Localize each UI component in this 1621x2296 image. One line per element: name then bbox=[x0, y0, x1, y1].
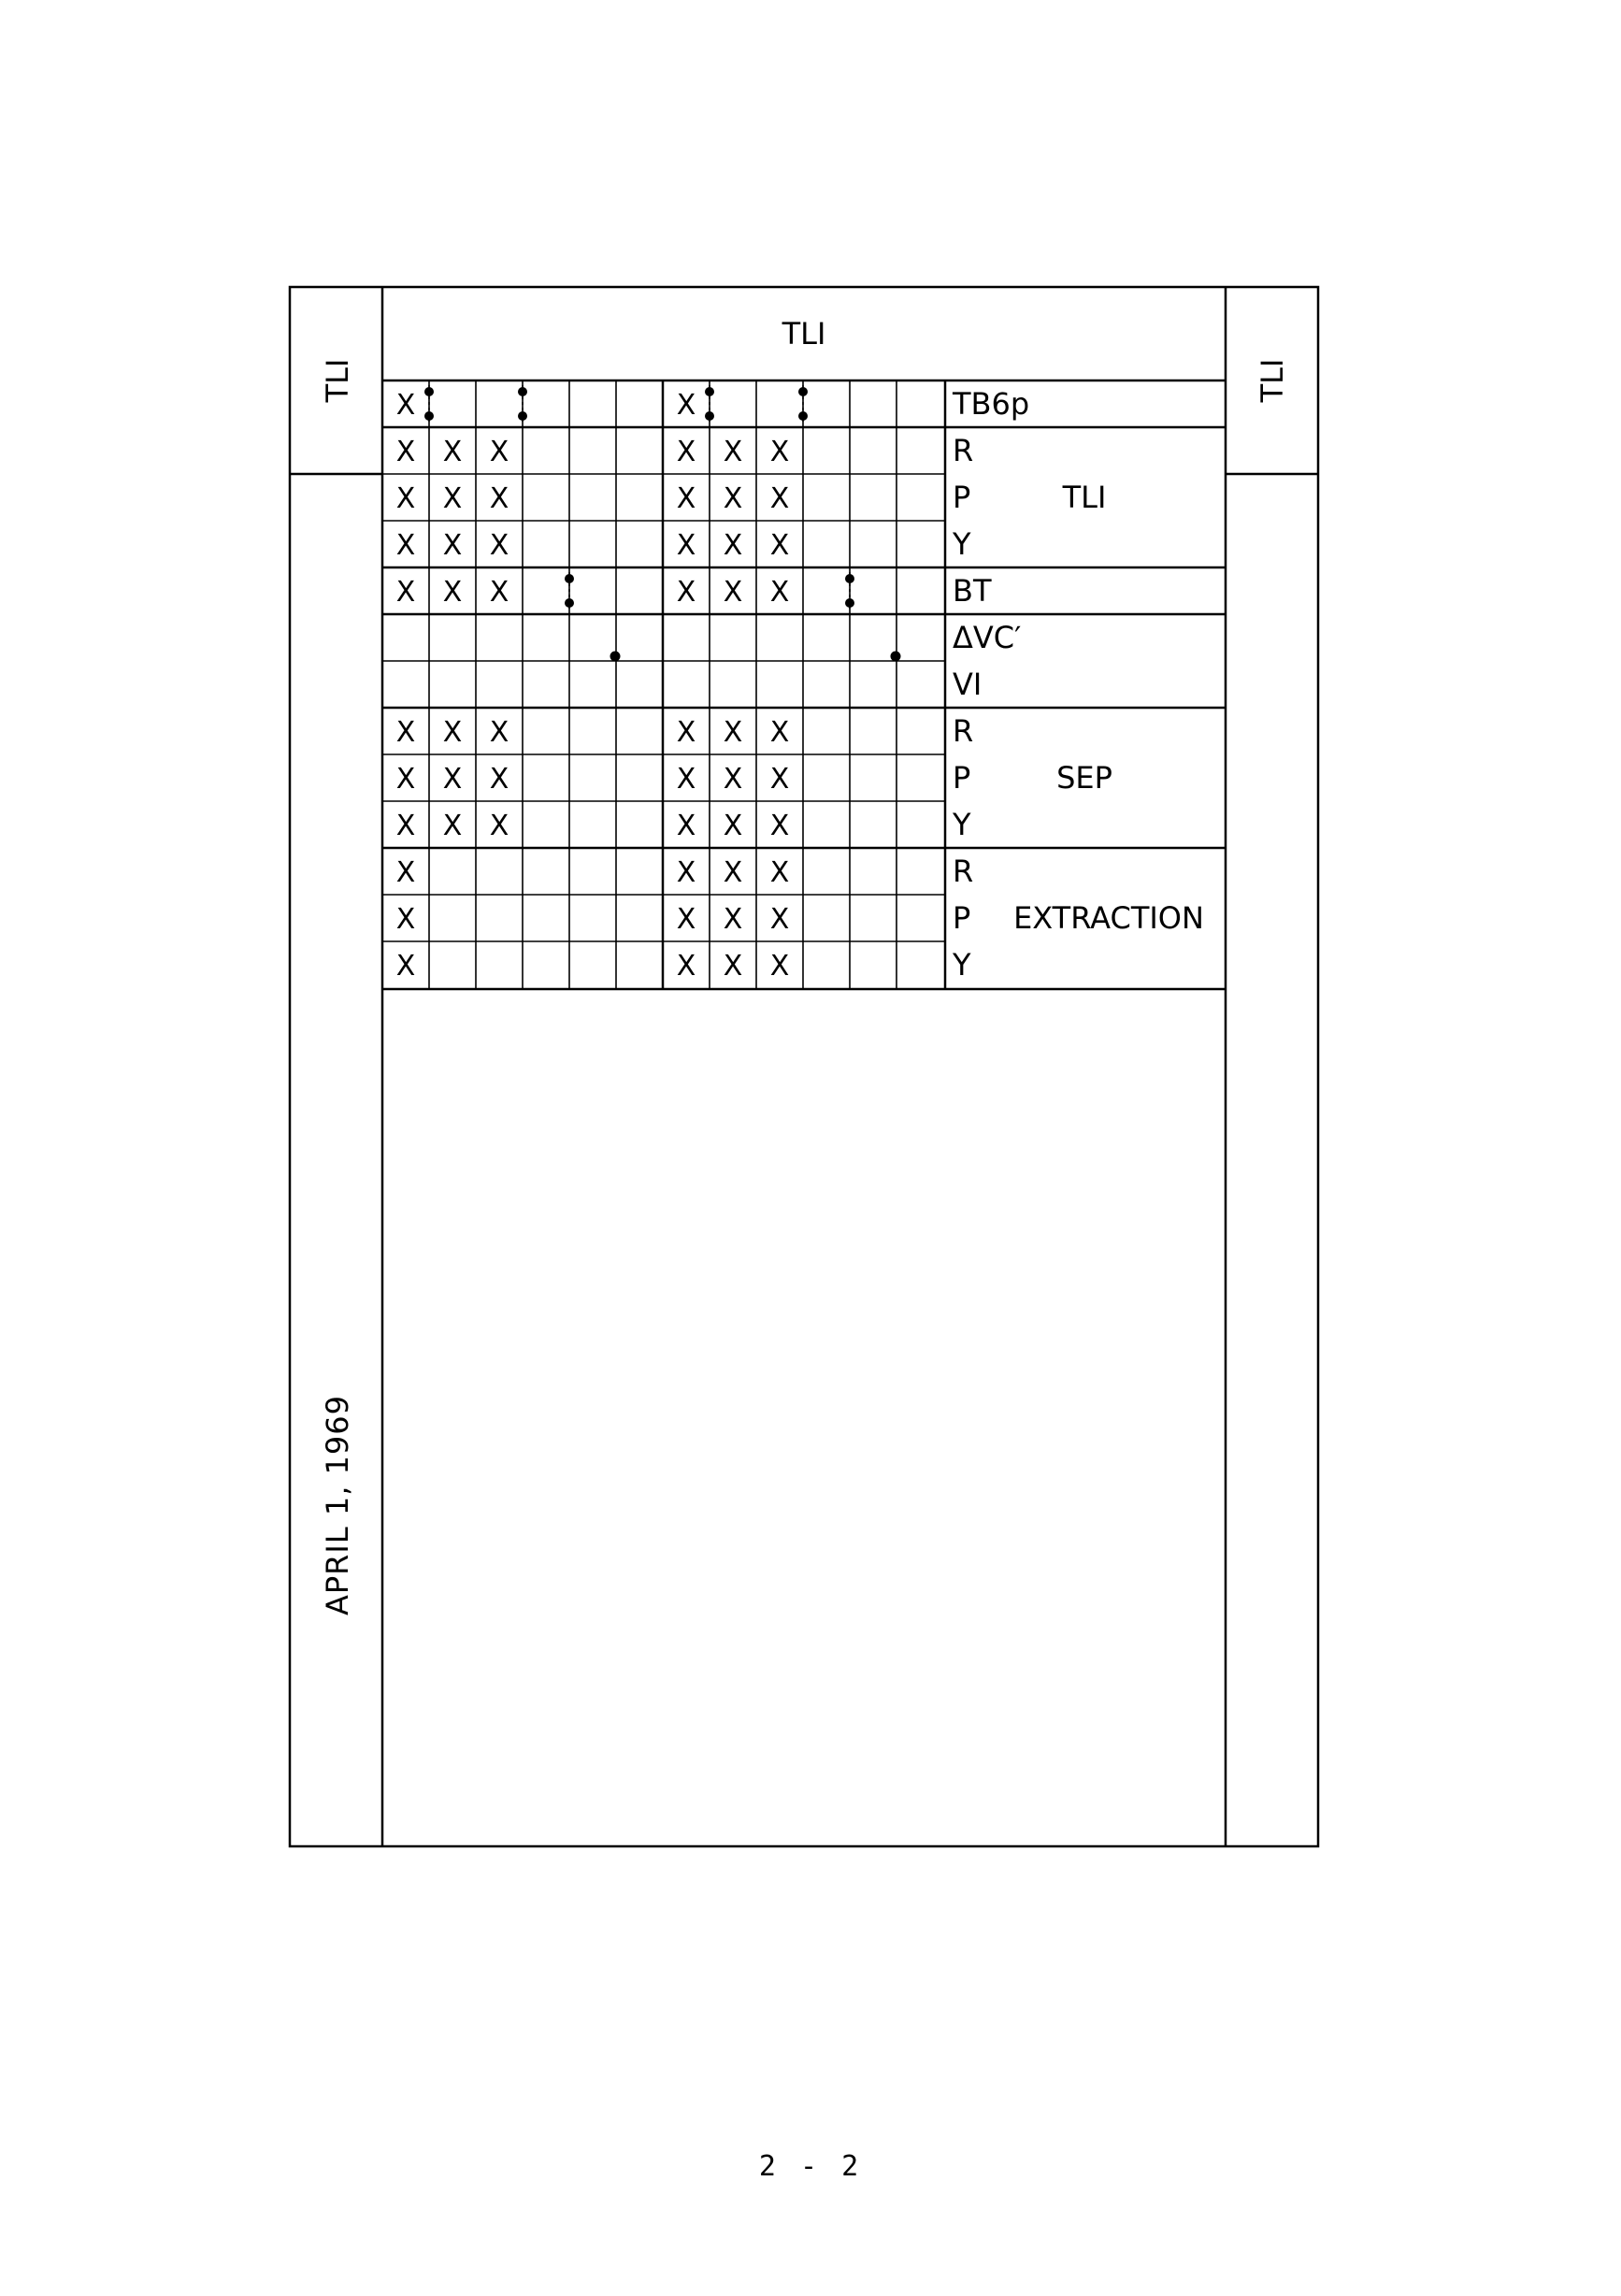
check-mark-x: X bbox=[769, 576, 790, 609]
check-mark-x: X bbox=[723, 950, 743, 983]
check-mark-x: X bbox=[489, 576, 509, 609]
date-label: APRIL 1, 1969 bbox=[320, 1395, 355, 1615]
check-mark-x: X bbox=[723, 436, 743, 468]
row-label: ΔVC′ bbox=[953, 620, 1022, 655]
check-mark-x: X bbox=[723, 716, 743, 749]
check-mark-x: X bbox=[769, 763, 790, 796]
check-mark-x: X bbox=[395, 436, 416, 468]
row-label: Y bbox=[953, 947, 971, 983]
dotted-marker bbox=[424, 385, 434, 423]
check-mark-x: X bbox=[489, 529, 509, 562]
check-mark-x: X bbox=[676, 903, 696, 936]
check-mark-x: X bbox=[676, 810, 696, 842]
row-label: P bbox=[953, 900, 971, 936]
check-mark-x: X bbox=[442, 763, 463, 796]
check-mark-x: X bbox=[723, 482, 743, 515]
check-mark-x: X bbox=[723, 529, 743, 562]
row-label: R bbox=[953, 713, 974, 749]
check-mark-x: X bbox=[723, 763, 743, 796]
check-mark-x: X bbox=[723, 576, 743, 609]
check-mark-x: X bbox=[769, 856, 790, 889]
row-label: P bbox=[953, 760, 971, 796]
dotted-marker bbox=[798, 385, 808, 423]
check-mark-x: X bbox=[442, 810, 463, 842]
check-mark-x: X bbox=[769, 810, 790, 842]
row-label: TB6p bbox=[953, 386, 1030, 422]
check-mark-x: X bbox=[395, 482, 416, 515]
check-mark-x: X bbox=[442, 529, 463, 562]
check-mark-x: X bbox=[489, 763, 509, 796]
check-mark-x: X bbox=[676, 763, 696, 796]
check-mark-x: X bbox=[442, 436, 463, 468]
dotted-marker bbox=[845, 572, 854, 610]
left-tab-label: TLI bbox=[320, 358, 355, 403]
header-title: TLI bbox=[782, 316, 826, 352]
check-mark-x: X bbox=[769, 903, 790, 936]
row-label: VI bbox=[953, 667, 983, 702]
check-mark-x: X bbox=[769, 529, 790, 562]
right-tab-label: TLI bbox=[1255, 358, 1290, 403]
check-mark-x: X bbox=[676, 529, 696, 562]
check-mark-x: X bbox=[676, 482, 696, 515]
single-dot-marker bbox=[891, 652, 901, 662]
check-mark-x: X bbox=[395, 810, 416, 842]
row-label: BT bbox=[953, 573, 992, 609]
dotted-marker bbox=[518, 385, 527, 423]
check-mark-x: X bbox=[395, 529, 416, 562]
dotted-marker bbox=[705, 385, 714, 423]
check-mark-x: X bbox=[723, 810, 743, 842]
check-mark-x: X bbox=[442, 716, 463, 749]
check-mark-x: X bbox=[769, 950, 790, 983]
section-title-sep: SEP bbox=[1056, 760, 1112, 796]
page-number: 2 - 2 bbox=[758, 2150, 863, 2183]
check-mark-x: X bbox=[395, 856, 416, 889]
check-mark-x: X bbox=[489, 810, 509, 842]
check-mark-x: X bbox=[676, 436, 696, 468]
check-mark-x: X bbox=[769, 436, 790, 468]
check-mark-x: X bbox=[769, 716, 790, 749]
check-mark-x: X bbox=[489, 436, 509, 468]
check-mark-x: X bbox=[395, 389, 416, 422]
check-mark-x: X bbox=[676, 576, 696, 609]
check-mark-x: X bbox=[723, 903, 743, 936]
single-dot-marker bbox=[610, 652, 621, 662]
row-label: Y bbox=[953, 526, 971, 562]
check-mark-x: X bbox=[676, 950, 696, 983]
check-mark-x: X bbox=[769, 482, 790, 515]
check-mark-x: X bbox=[395, 950, 416, 983]
check-mark-x: X bbox=[676, 716, 696, 749]
check-mark-x: X bbox=[676, 389, 696, 422]
check-mark-x: X bbox=[676, 856, 696, 889]
check-mark-x: X bbox=[489, 716, 509, 749]
check-mark-x: X bbox=[395, 576, 416, 609]
check-mark-x: X bbox=[395, 903, 416, 936]
check-mark-x: X bbox=[442, 576, 463, 609]
dotted-marker bbox=[565, 572, 574, 610]
row-label: R bbox=[953, 854, 974, 889]
section-title-tli: TLI bbox=[1062, 480, 1107, 515]
section-title-extraction: EXTRACTION bbox=[1013, 900, 1204, 936]
check-mark-x: X bbox=[442, 482, 463, 515]
grid-marks bbox=[396, 385, 901, 983]
row-label: Y bbox=[953, 807, 971, 842]
grid-lines bbox=[382, 380, 1226, 988]
check-mark-x: X bbox=[395, 716, 416, 749]
check-mark-x: X bbox=[489, 482, 509, 515]
row-labels bbox=[952, 386, 1029, 983]
check-mark-x: X bbox=[723, 856, 743, 889]
row-label: R bbox=[953, 433, 974, 468]
check-mark-x: X bbox=[395, 763, 416, 796]
row-label: P bbox=[953, 480, 971, 515]
